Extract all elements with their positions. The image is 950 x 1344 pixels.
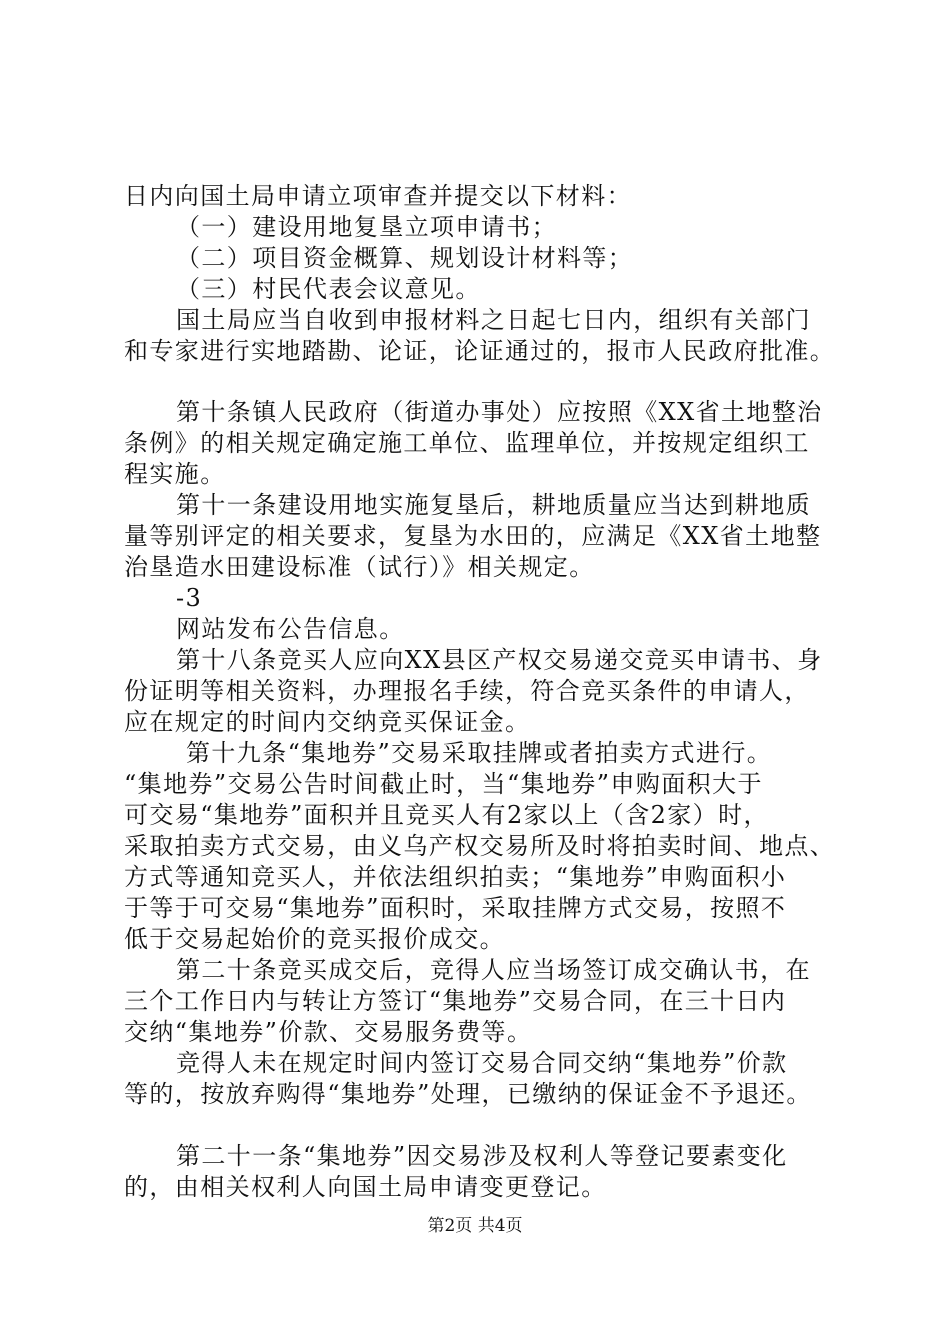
text-line: 日内向国土局申请立项审查并提交以下材料： [124,182,632,210]
article-11-line: 治垦造水田建设标准（试行）》相关规定。 [124,553,595,581]
article-19-line: 于等于可交易“集地券”面积时，采取挂牌方式交易，按照不 [124,894,787,922]
article-19-line: “集地券”交易公告时间截止时，当“集地券”申购面积大于 [124,770,763,798]
text-line: 网站发布公告信息。 [176,615,405,643]
article-19-line: 采取拍卖方式交易，由义乌产权交易所及时将拍卖时间、地点、 [124,832,836,860]
article-19-line: 可交易“集地券”面积并且竞买人有2家以上（含2家）时， [124,801,769,829]
article-19-line: 方式等通知竞买人，并依法组织拍卖；“集地券”申购面积小 [124,863,787,891]
list-item: （一）建设用地复垦立项申请书； [176,213,557,241]
article-11-line: 第十一条建设用地实施复垦后，耕地质量应当达到耕地质 [176,491,811,519]
page-marker: -3 [176,584,203,612]
paragraph-line: 和专家进行实地踏勘、论证，论证通过的，报市人民政府批准。 [124,337,836,365]
page-footer: 第2页 共4页 [427,1216,523,1236]
article-10-line: 第十条镇人民政府（街道办事处）应按照《XX省土地整治 [176,398,823,426]
article-21-line: 第二十一条“集地券”因交易涉及权利人等登记要素变化 [176,1142,788,1170]
paragraph-line: 国土局应当自收到申报材料之日起七日内，组织有关部门 [176,306,811,334]
article-18-line: 份证明等相关资料，办理报名手续，符合竞买条件的申请人， [124,677,810,705]
list-item: （二）项目资金概算、规划设计材料等； [176,244,634,272]
article-18-line: 应在规定的时间内交纳竞买保证金。 [124,708,531,736]
paragraph-line: 等的，按放弃购得“集地券”处理，已缴纳的保证金不予退还。 [124,1080,812,1108]
paragraph-line: 竞得人未在规定时间内签订交易合同交纳“集地券”价款 [176,1049,788,1077]
list-item: （三）村民代表会议意见。 [176,275,481,303]
article-10-line: 条例》的相关规定确定施工单位、监理单位，并按规定组织工 [124,429,810,457]
article-19-line: 第十九条“集地券”交易采取挂牌或者拍卖方式进行。 [186,739,773,767]
article-18-line: 第十八条竞买人应向XX县区产权交易递交竞买申请书、身 [176,646,823,674]
article-20-line: 三个工作日内与转让方签订“集地券”交易合同，在三十日内 [124,987,787,1015]
article-20-line: 交纳“集地券”价款、交易服务费等。 [124,1018,533,1046]
article-20-line: 第二十条竞买成交后，竞得人应当场签订成交确认书，在 [176,956,811,984]
article-19-line: 低于交易起始价的竞买报价成交。 [124,925,505,953]
article-21-line: 的，由相关权利人向国土局申请变更登记。 [124,1173,607,1201]
article-10-line: 程实施。 [124,460,226,488]
article-11-line: 量等别评定的相关要求，复垦为水田的，应满足《XX省土地整 [124,522,822,550]
